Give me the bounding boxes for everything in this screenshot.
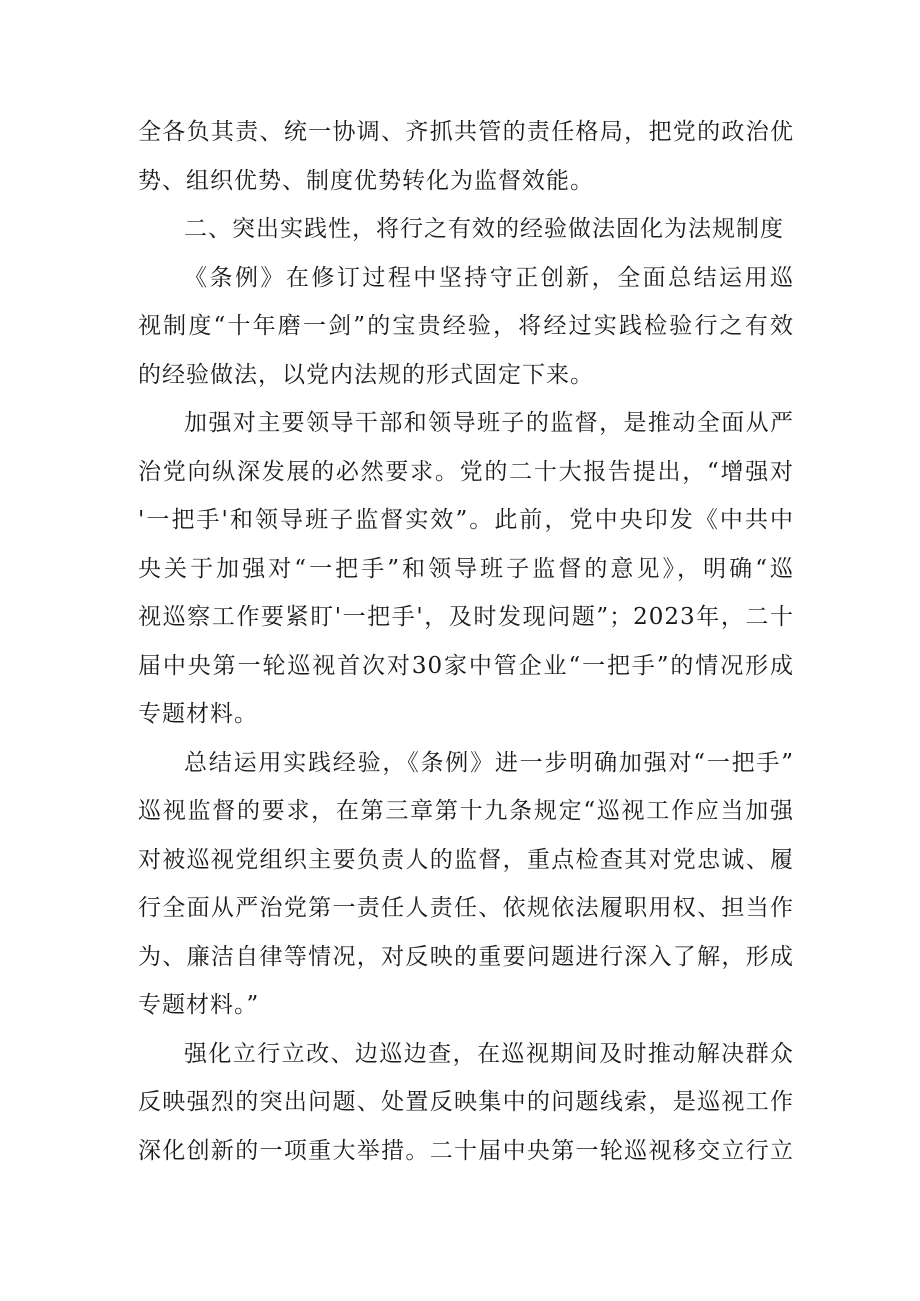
paragraph-line: 专题材料。” bbox=[138, 992, 260, 1018]
paragraph-line: 专题材料。 bbox=[138, 701, 258, 727]
paragraph-line: '一把手'和领导班子监督实效”。此前，党中央印发《中共中 bbox=[138, 507, 794, 533]
section-heading: 二、突出实践性，将行之有效的经验做法固化为法规制度 bbox=[184, 216, 784, 242]
paragraph-line: 总结运用实践经验，《条例》进一步明确加强对“一把手” bbox=[184, 749, 794, 776]
paragraph-line: 巡视监督的要求，在第三章第十九条规定“巡视工作应当加强 bbox=[138, 798, 794, 824]
paragraph-line: 的经验做法，以党内法规的形式固定下来。 bbox=[138, 361, 594, 388]
document-body bbox=[138, 108, 794, 1175]
paragraph-line: 央关于加强对“一把手”和领导班子监督的意见》，明确“巡 bbox=[138, 555, 794, 582]
paragraph-line: 行全面从严治党第一责任人责任、依规依法履职用权、担当作 bbox=[138, 895, 794, 921]
paragraph-line: 视制度“十年磨一剑”的宝贵经验，将经过实践检验行之有效 bbox=[138, 313, 794, 339]
paragraph-line: 深化创新的一项重大举措。二十届中央第一轮巡视移交立行立 bbox=[138, 1137, 794, 1164]
paragraph-line: 反映强烈的突出问题、处置反映集中的问题线索，是巡视工作 bbox=[138, 1089, 794, 1115]
paragraph-line: 视巡察工作要紧盯'一把手'，及时发现问题”；2023年，二十 bbox=[138, 604, 794, 630]
paragraph-line: 届中央第一轮巡视首次对30家中管企业“一把手”的情况形成 bbox=[138, 652, 794, 679]
paragraph-line: 对被巡视党组织主要负责人的监督，重点检查其对党忠诚、履 bbox=[138, 846, 794, 873]
paragraph-line: 全各负其责、统一协调、齐抓共管的责任格局，把党的政治优 bbox=[138, 119, 794, 145]
paragraph-line: 为、廉洁自律等情况，对反映的重要问题进行深入了解，形成 bbox=[138, 943, 794, 970]
paragraph-line: 强化立行立改、边巡边查，在巡视期间及时推动解决群众 bbox=[184, 1040, 794, 1067]
paragraph-line: 势、组织优势、制度优势转化为监督效能。 bbox=[138, 167, 594, 194]
paragraph-line: 加强对主要领导干部和领导班子的监督，是推动全面从严 bbox=[184, 410, 794, 436]
paragraph-line: 《条例》在修订过程中坚持守正创新，全面总结运用巡 bbox=[184, 264, 794, 291]
paragraph-line: 治党向纵深发展的必然要求。党的二十大报告提出，“增强对 bbox=[138, 458, 794, 485]
